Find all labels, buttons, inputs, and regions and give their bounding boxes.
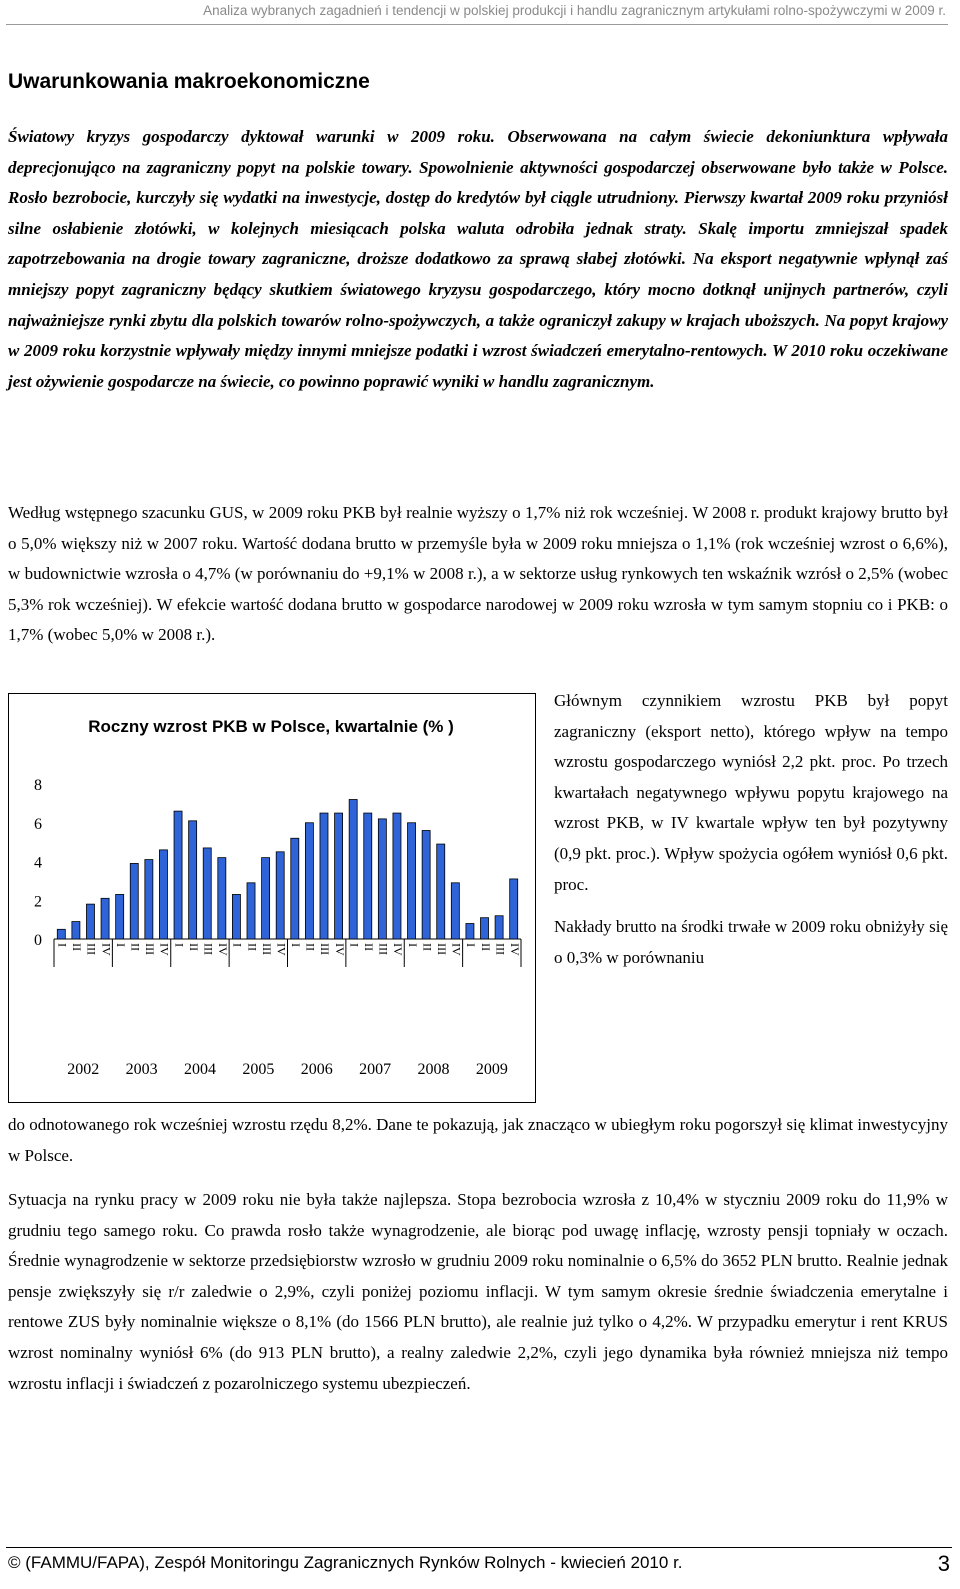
quarter-label: III xyxy=(376,943,391,955)
bar xyxy=(247,883,255,939)
bar xyxy=(495,916,503,939)
year-label: 2003 xyxy=(125,1061,158,1078)
quarter-label: IV xyxy=(332,943,347,956)
bar xyxy=(320,813,328,939)
bar xyxy=(116,894,124,939)
quarter-label: IV xyxy=(99,943,114,956)
bar xyxy=(203,848,211,939)
bar xyxy=(101,898,109,939)
quarter-label: I xyxy=(55,943,70,947)
year-label: 2008 xyxy=(417,1061,450,1078)
quarter-label: IV xyxy=(274,943,289,956)
bar xyxy=(349,800,357,940)
labour-market-paragraph: Sytuacja na rynku pracy w 2009 roku nie była także najlepsza. Stopa bezrobocia wzrosła z 10,4% w styczniu 2009 roku do 11,9% w grudniu tego samego roku. Co prawda rosło także wynagrodzenie, ale biorąc pod uwagę inflację, wzrosty pensji topniały w oczach. Średnie wynagrodzenie w sektorze przedsiębiorstw wzrosło w grudniu 2009 roku nominalnie o 6,5% do 3652 PLN brutto. Realnie jednak pensje zwiększyły się r/r zaledwie o 2,9%, czyli poniżej poziomu inflacji. W tym samym okresie średnie świadczenia emerytalne i rentowe ZUS były nominalnie większe o 8,1% (do 1566 PLN brutto), ale realnie już tylko o 4,2%. W przypadku emerytur i rent KRUS wzrost nominalny wyniósł 6% (do 913 PLN brutto), a realny zaledwie 2,2%, czyli jego dynamika była również mniejsza niż tempo wzrostu inflacji i świadczeń z pozarolniczego systemu ubezpieczeń. xyxy=(8,1190,948,1393)
footer-text: © (FAMMU/FAPA), Zespół Monitoringu Zagranicznych Rynków Rolnych - kwiecień 2010 r. xyxy=(8,1553,683,1572)
chart-canvas xyxy=(9,694,535,1102)
bar xyxy=(335,813,343,939)
quarter-label: IV xyxy=(449,943,464,956)
bar xyxy=(174,811,182,939)
year-label: 2002 xyxy=(67,1061,100,1078)
bar xyxy=(86,904,94,939)
page-number: 3 xyxy=(937,1551,950,1576)
quarter-label: I xyxy=(172,943,187,947)
chart-title: Roczny wzrost PKB w Polsce, kwartalnie (% ) xyxy=(88,717,454,736)
side-paragraph-2: Nakłady brutto na środki trwałe w 2009 roku obniżyły się o 0,3% w porównaniu xyxy=(554,917,948,967)
quarter-label: III xyxy=(434,943,449,955)
bar xyxy=(218,858,226,939)
quarter-label: III xyxy=(143,943,158,955)
quarter-label: I xyxy=(405,943,420,947)
quarter-label: II xyxy=(420,943,435,951)
section-title: Uwarunkowania makroekonomiczne xyxy=(8,70,370,93)
quarter-label: IV xyxy=(157,943,172,956)
investment-paragraph-continued: do odnotowanego rok wcześniej wzrostu rzędu 8,2%. Dane te pokazują, jak znacząco w ubiegłym roku pogorszył się klimat inwestycyjny w Polsce. xyxy=(8,1115,948,1165)
bar xyxy=(232,894,240,939)
bar xyxy=(437,844,445,939)
year-label: 2005 xyxy=(242,1061,275,1078)
year-label: 2004 xyxy=(183,1061,216,1078)
quarter-label: II xyxy=(70,943,85,951)
bar xyxy=(481,918,489,939)
y-tick-label: 2 xyxy=(34,893,42,911)
intro-paragraph: Światowy kryzys gospodarczy dyktował warunki w 2009 roku. Obserwowana na całym świecie dekoniunktura wpływała deprecjonująco na zagraniczny popyt na polskie towary. Spowolnienie aktywności gospodarczej obserwowane było także w Polsce. Rosło bezrobocie, kurczyły się wydatki na inwestycje, dostęp do kredytów był ciągle utrudniony. Pierwszy kwartał 2009 roku przyniósł silne osłabienie złotówki, w kolejnych miesiącach polska waluta odrobiła jednak straty. Skalę importu zmniejszał spadek zapotrzebowania na drogie towary zagraniczne, droższe dodatkowo za sprawą słabej złotówki. Na eksport negatywnie wpłynął zaś mniejszy popyt zagraniczny będący skutkiem światowego kryzysu gospodarczego, który mocno dotknął unijnych partnerów, czyli najważniejsze rynki zbytu dla polskich towarów rolno-spożywczych, a także ograniczył zakupy w krajach uboższych. Na popyt krajowy w 2009 roku korzystnie wpływały między innymi mniejsze podatki i wzrost świadczeń emerytalno-rentowych. W 2010 roku oczekiwane jest ożywienie gospodarcze na świecie, co powinno poprawić wyniki w handlu zagranicznym. xyxy=(8,127,948,391)
running-header: Analiza wybranych zagadnień i tendencji w polskiej produkcji i handlu zagranicznym artykułami rolno-spożywczymi w 2009 r. xyxy=(203,3,946,18)
bar xyxy=(262,858,270,939)
bar xyxy=(145,860,153,939)
year-label: 2006 xyxy=(300,1061,333,1078)
quarter-label: I xyxy=(347,943,362,947)
quarter-label: IV xyxy=(216,943,231,956)
bar xyxy=(291,838,299,939)
quarter-label: IV xyxy=(507,943,522,956)
quarter-label: II xyxy=(362,943,377,951)
bar xyxy=(189,821,197,939)
quarter-label: II xyxy=(186,943,201,951)
bar xyxy=(57,929,65,939)
quarter-label: I xyxy=(464,943,479,947)
header-rule xyxy=(6,24,948,25)
quarter-label: IV xyxy=(391,943,406,956)
quarter-label: III xyxy=(493,943,508,955)
side-column xyxy=(554,686,948,973)
quarter-label: III xyxy=(84,943,99,955)
quarter-label: I xyxy=(230,943,245,947)
year-label: 2007 xyxy=(359,1061,392,1078)
side-paragraph-1: Głównym czynnikiem wzrostu PKB był popyt zagraniczny (eksport netto), którego wpływ na tempo wzrostu gospodarczego wyniósł 2,2 pkt. proc. Po trzech kwartałach negatywnego wpływu popytu krajowego na wzrost PKB, w IV kwartale wpływ ten był pozytywny (0,9 pkt. proc.). Wpływ spożycia ogółem wyniósł 0,6 pkt. proc. xyxy=(554,691,948,894)
quarter-label: II xyxy=(128,943,143,951)
quarter-label: II xyxy=(245,943,260,951)
bar xyxy=(159,850,167,939)
gdp-growth-chart xyxy=(8,693,536,1103)
quarter-label: II xyxy=(478,943,493,951)
quarter-label: III xyxy=(201,943,216,955)
bar xyxy=(130,863,138,939)
y-tick-label: 8 xyxy=(34,777,42,794)
gdp-paragraph: Według wstępnego szacunku GUS, w 2009 roku PKB był realnie wyższy o 1,7% niż rok wcześniej. W 2008 r. produkt krajowy brutto był o 5,0% większy niż w 2007 roku. Wartość dodana brutto w przemyśle była w 2009 roku mniejsza o 1,1% (rok wcześniej wzrost o 6,6%), w budownictwie wzrosła o 4,7% (w porównaniu do +9,1% w 2008 r.), a w sektorze usług rynkowych ten wskaźnik wzrósł o 2,5% (wobec 5,3% rok wcześniej). W efekcie wartość dodana brutto w gospodarce narodowej w 2009 roku wzrosła w tym samym stopniu co i PKB: o 1,7% (wobec 5,0% w 2008 r.). xyxy=(8,503,948,645)
bar xyxy=(408,823,416,939)
y-tick-label: 6 xyxy=(34,815,42,833)
bar xyxy=(422,831,430,940)
footer-rule xyxy=(6,1547,952,1548)
bar xyxy=(466,924,474,940)
bar xyxy=(72,922,80,939)
bar xyxy=(451,883,459,939)
bar xyxy=(305,823,313,939)
quarter-label: I xyxy=(289,943,304,947)
quarter-label: II xyxy=(303,943,318,951)
quarter-label: III xyxy=(259,943,274,955)
y-tick-label: 0 xyxy=(34,932,42,949)
year-label: 2009 xyxy=(475,1061,508,1078)
bar xyxy=(393,813,401,939)
quarter-label: I xyxy=(113,943,128,947)
bar xyxy=(510,879,518,939)
y-tick-label: 4 xyxy=(34,854,42,872)
bar xyxy=(364,813,372,939)
bar xyxy=(378,819,386,939)
bar xyxy=(276,852,284,939)
quarter-label: III xyxy=(318,943,333,955)
